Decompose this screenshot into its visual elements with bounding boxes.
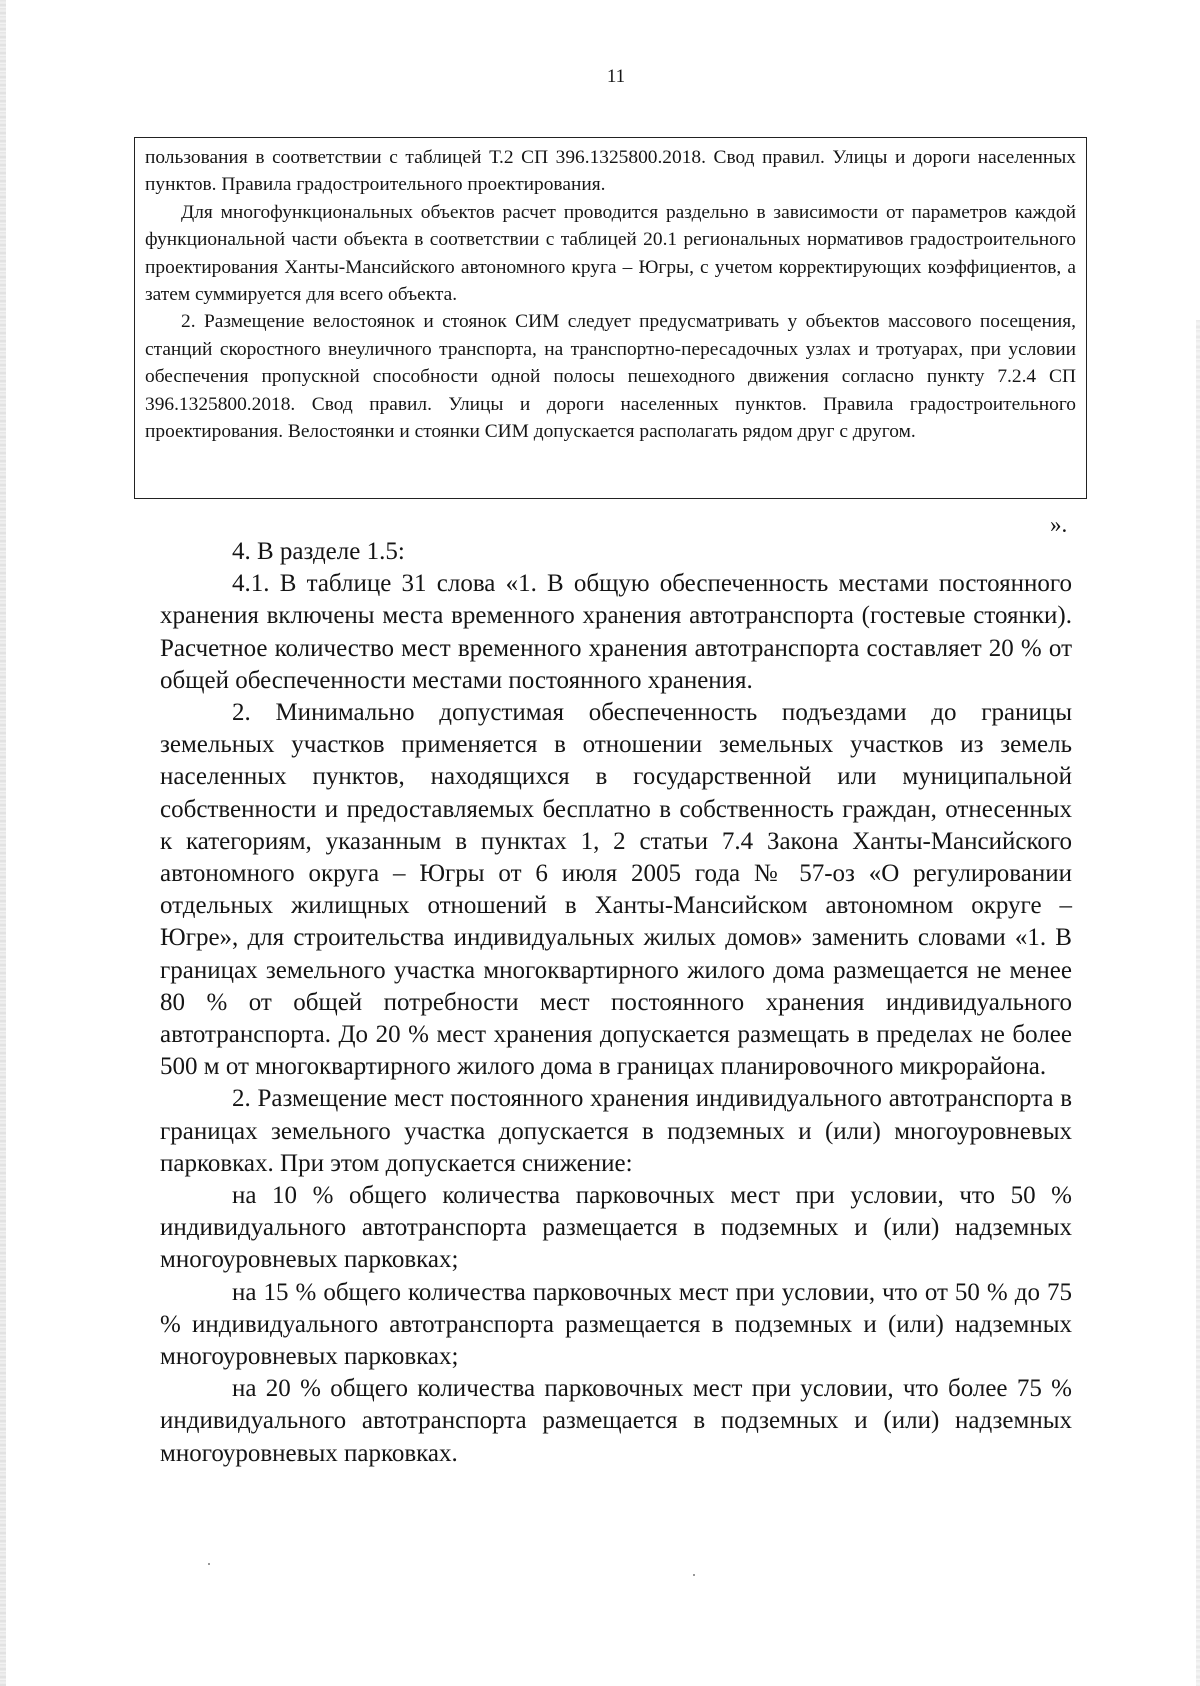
body-paragraph: на 20 % общего количества парковочных мест при условии, что более 75 % индивидуального автотранспорта размещается в подземных и (или) надземных многоуровневых парковках. <box>160 1375 1072 1467</box>
section-heading: 4. В разделе 1.5: <box>232 538 405 565</box>
body-paragraph: на 15 % общего количества парковочных мест при условии, что от 50 % до 75 % индивидуального автотранспорта размещается в подземных и (или) надземных многоуровневых парковках; <box>160 1278 1072 1371</box>
body-paragraph: на 10 % общего количества парковочных мест при условии, что 50 % индивидуального автотранспорта размещается в подземных и (или) надземных многоуровневых парковках; <box>160 1182 1072 1274</box>
body-paragraph: 2. Минимально допустимая обеспеченность подъездами до границы земельных участков применяется в отношении земельных участков из земель населенных пунктов, находящихся в государственной или муниципальной собственности и предоставляемых бесплатно в собственность граждан, отнесенных к категориям, указанным в пунктах 1, 2 статьи 7.4 Закона Ханты-Мансийского автономного округа – Югры от 6 июля 2005 года № 57-оз «О регулировании отдельных жилищных отношений в Ханты-Мансийском автономном округе – Югре», для строительства индивидуальных жилых домов» заменить словами «1. В границах земельного участка многоквартирного жилого дома размещается не менее 80 % от общей потребности мест постоянного хранения индивидуального автотранспорта. До 20 % мест хранения допускается размещать в пределах не более 500 м от многоквартирного жилого дома в границах планировочного микрорайона. <box>160 699 1072 1081</box>
scan-edge-left <box>0 0 6 1686</box>
closing-quote: ». <box>1050 512 1068 537</box>
scan-speck <box>693 1574 695 1576</box>
boxed-paragraph: пользования в соответствии с таблицей Т.2 СП 396.1325800.2018. Свод правил. Улицы и дороги населенных пунктов. Правила градостроительного проектирования. <box>145 147 1076 196</box>
boxed-paragraph: Для многофункциональных объектов расчет проводится раздельно в зависимости от параметров каждой функциональной части объекта в соответствии с таблицей 20.1 региональных нормативов градостроительного проектирования Ханты-Мансийского автономного круга – Югры, с учетом корректирующих коэффициентов, а затем суммируется для всего объекта. <box>145 201 1076 306</box>
body-paragraph: 4.1. В таблице 31 слова «1. В общую обеспеченность местами постоянного хранения включены места временного хранения автотранспорта (гостевые стоянки). Расчетное количество мест временного хранения автотранспорта составляет 20 % от общей обеспеченности местами постоянного хранения. <box>160 570 1072 694</box>
boxed-paragraph: 2. Размещение велостоянок и стоянок СИМ следует предусматривать у объектов массового посещения, станций скоростного внеуличного транспорта, на транспортно-пересадочных узлах и тротуарах, при условии обеспечения пропускной способности одной полосы пешеходного движения согласно пункту 7.2.4 СП 396.1325800.2018. Свод правил. Улицы и дороги населенных пунктов. Правила градостроительного проектирования. Велостоянки и стоянки СИМ допускается располагать рядом друг с другом. <box>145 311 1076 443</box>
body-paragraph: 2. Размещение мест постоянного хранения индивидуального автотранспорта в границах земельного участка допускается в подземных и (или) многоуровневых парковках. При этом допускается снижение: <box>160 1085 1072 1177</box>
scan-speck <box>208 1563 210 1565</box>
quoted-amendment-box <box>134 137 1087 499</box>
page-number: 11 <box>606 66 626 87</box>
scan-edge-right <box>1196 320 1200 1686</box>
main-body-text <box>160 536 1072 1470</box>
